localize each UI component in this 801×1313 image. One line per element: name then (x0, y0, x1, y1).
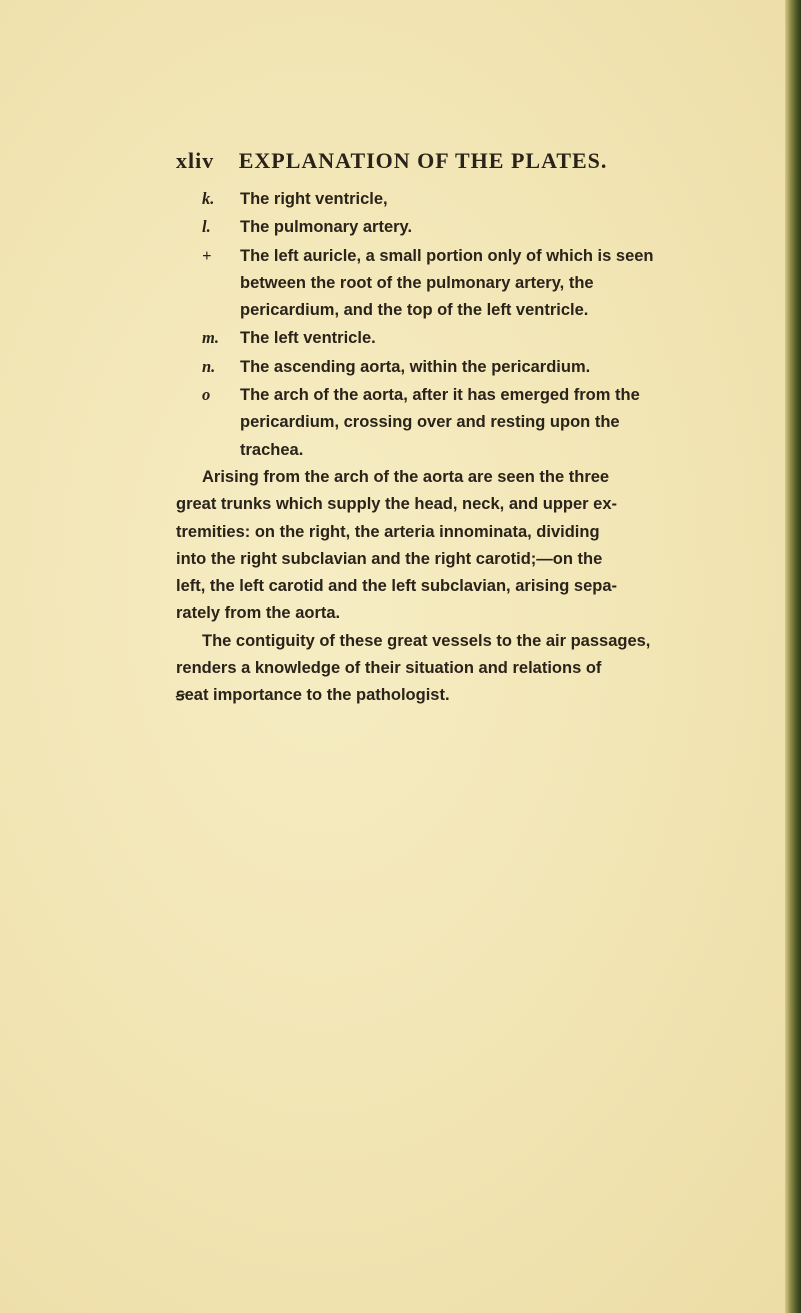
entry-key: + (202, 245, 212, 265)
entry-n (176, 353, 656, 381)
entry-key: k. (202, 189, 215, 208)
paragraph-line: into the right subclavian and the right carotid;—on the (176, 549, 603, 568)
paragraph-line: great trunks which supply the head, neck, and upper ex- (176, 495, 618, 514)
running-head (176, 148, 616, 174)
page-number: xliv (176, 148, 215, 173)
entry-key: m. (202, 328, 219, 348)
entry-text-line: The arch of the aorta, after it has emerged from the (240, 386, 640, 405)
paragraph-line: Arising from the arch of the aorta are seen the three (202, 467, 610, 486)
entry-text: The pulmonary artery. (240, 218, 413, 237)
entry-text-line: between the root of the pulmonary artery, the (240, 273, 594, 292)
entry-text: The left ventricle. (240, 329, 376, 348)
paragraph-line: tremities: on the right, the arteria innominata, dividing (176, 522, 600, 541)
running-head-title: EXPLANATION OF THE PLATES. (238, 148, 608, 173)
entry-key: o (202, 385, 211, 405)
entry-plus (176, 242, 656, 325)
paragraph-line: renders a knowledge of their situation and relations of (176, 659, 602, 678)
entry-m (176, 324, 656, 352)
entry-o (176, 381, 656, 464)
paragraph-line: ꞩeat importance to the pathologist. (176, 686, 450, 705)
paragraph-line: The contiguity of these great vessels to the air passages, (202, 631, 651, 650)
plate-explanation (176, 185, 656, 710)
entry-text-line: The left auricle, a small portion only of which is seen (240, 246, 654, 265)
paragraph-line: rately from the aorta. (176, 604, 341, 623)
entry-text: The right ventricle, (240, 190, 388, 208)
paragraph-contiguity (176, 628, 656, 710)
entry-key: l. (202, 217, 211, 237)
entry-k (176, 185, 656, 213)
entry-text-line: pericardium, and the top of the left ventricle. (240, 301, 589, 320)
page-edge-shadow (785, 0, 801, 1313)
entry-text: The ascending aorta, within the pericardium. (240, 357, 591, 376)
entry-key: n. (202, 356, 216, 376)
entry-text-line: pericardium, crossing over and resting upon the (240, 413, 620, 432)
entry-text-line: trachea. (240, 440, 304, 459)
paragraph-line: left, the left carotid and the left subclavian, arising sepa- (176, 577, 618, 596)
paragraph-great-trunks (176, 464, 656, 628)
entry-l (176, 213, 656, 241)
